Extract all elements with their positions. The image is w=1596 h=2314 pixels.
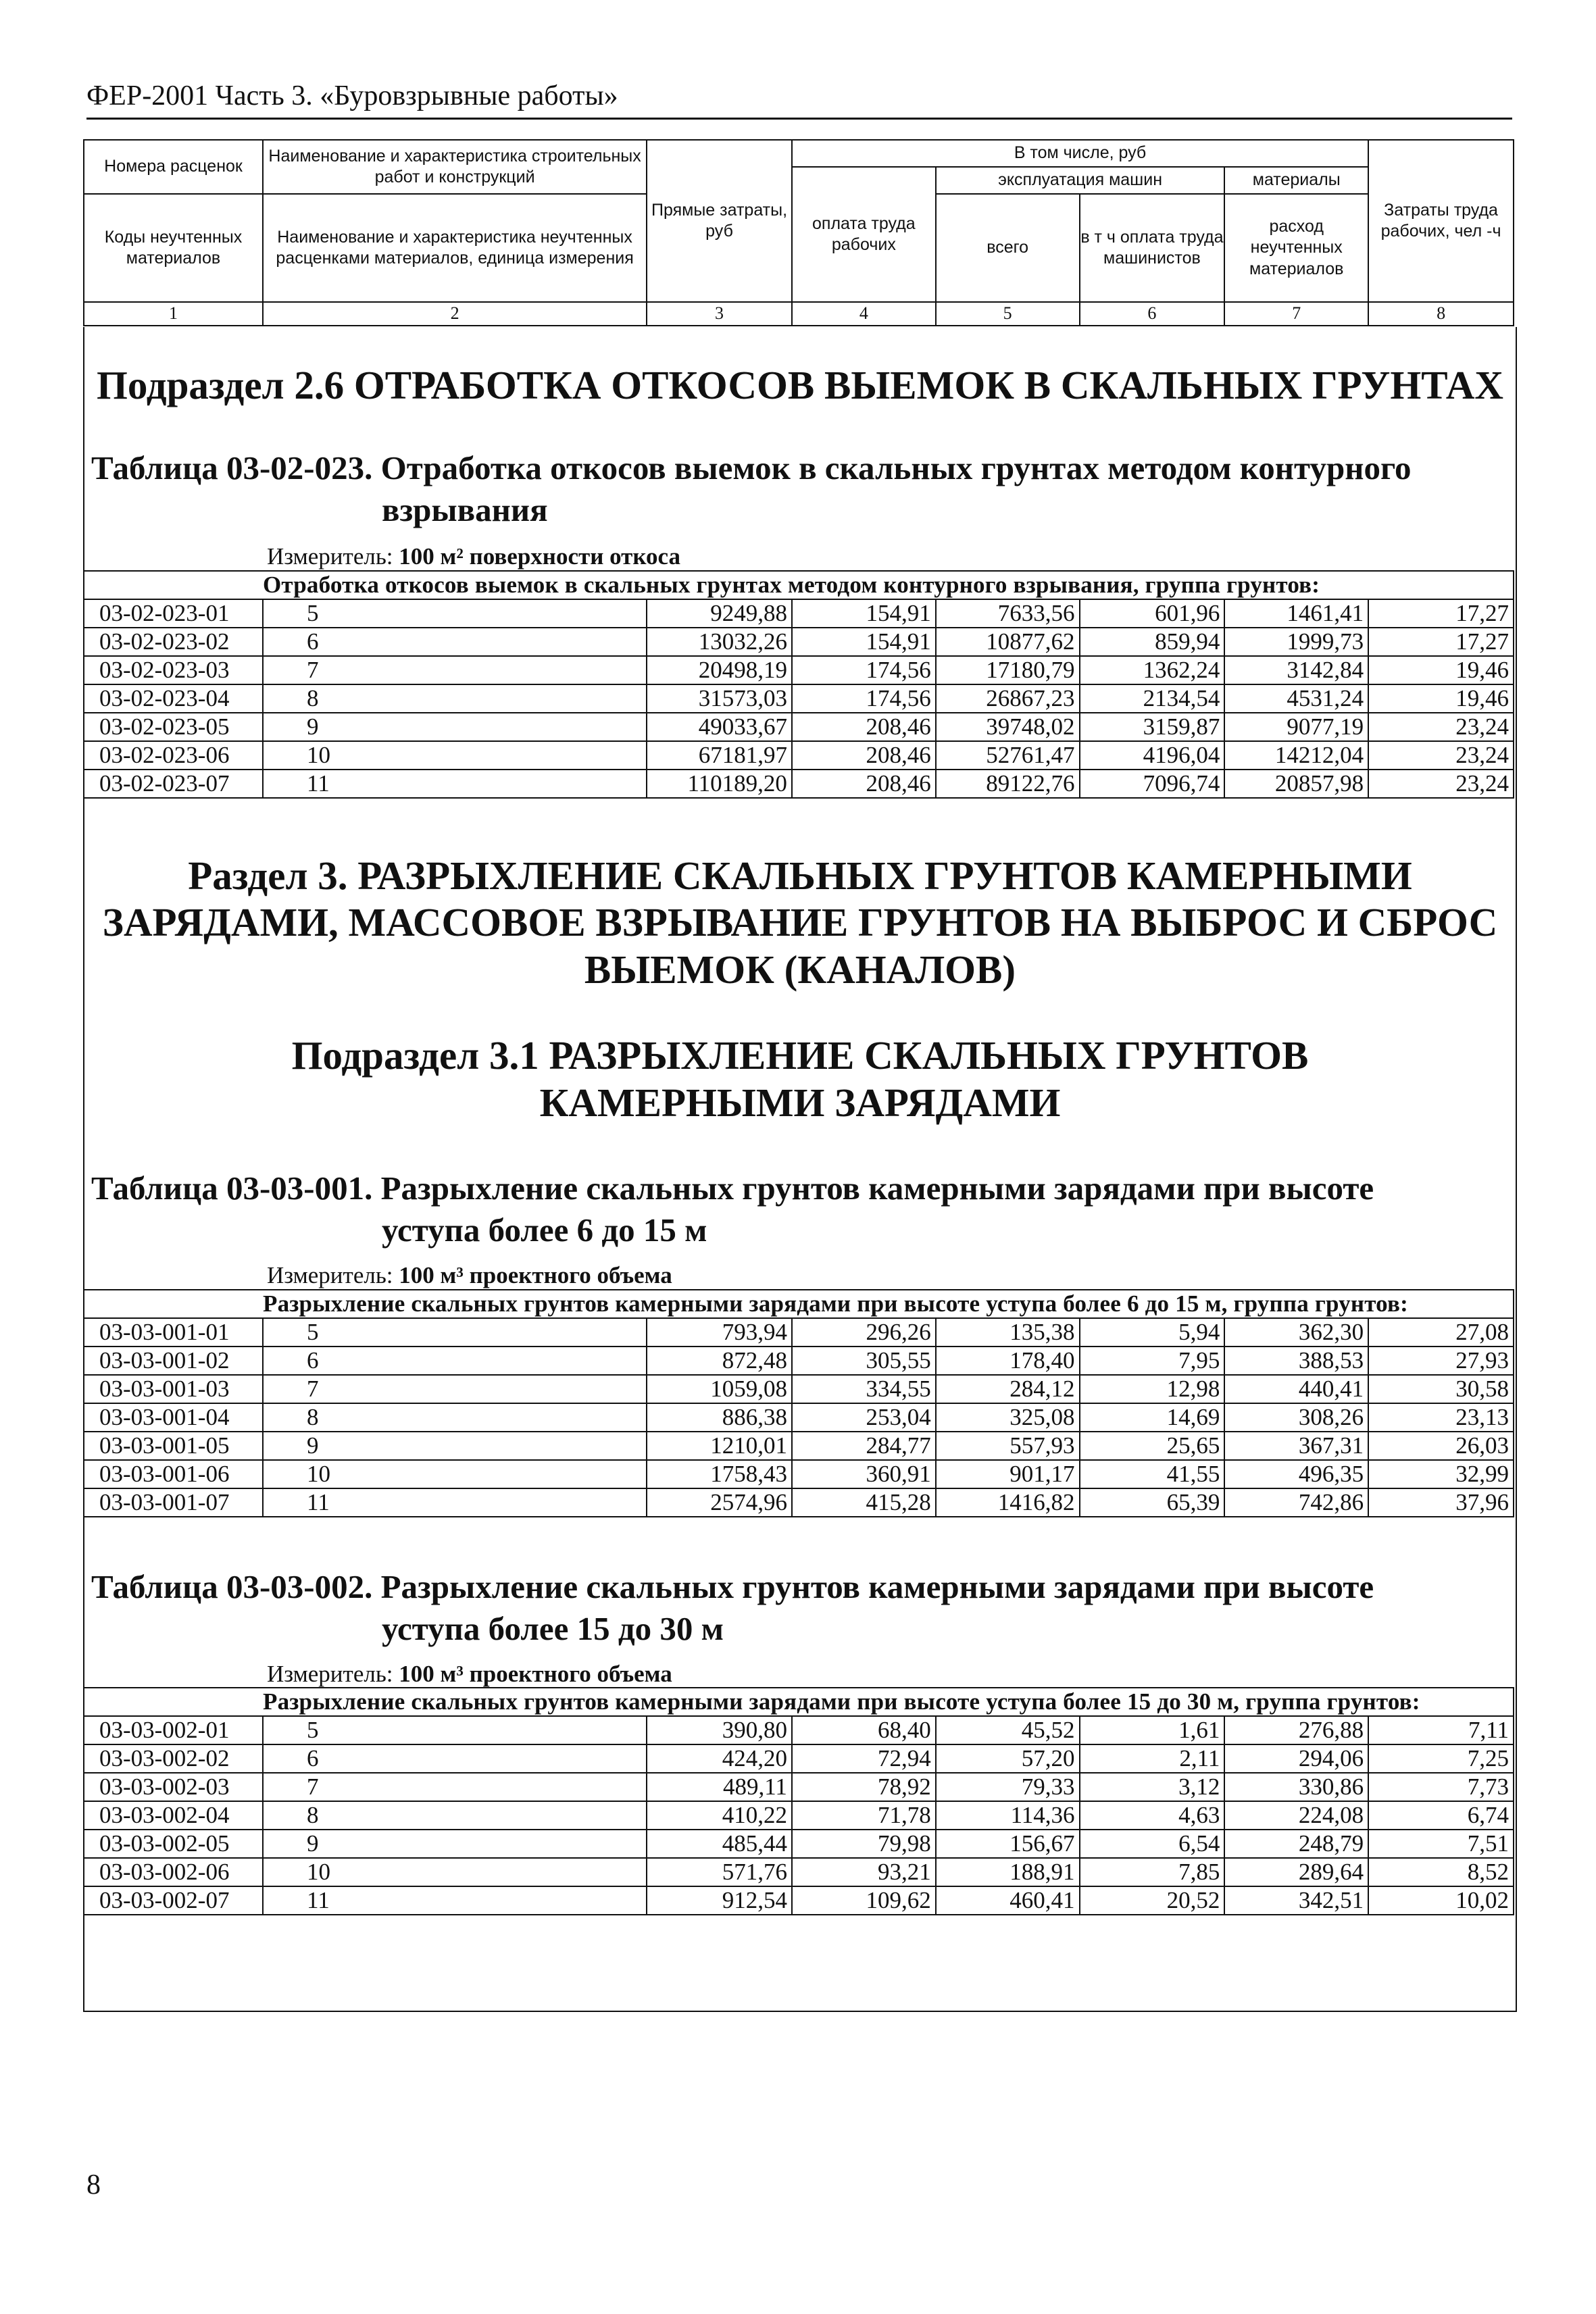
value-cell: 224,08 <box>1224 1801 1368 1830</box>
value-cell: 154,91 <box>792 628 936 656</box>
value-cell: 859,94 <box>1080 628 1225 656</box>
value-cell: 178,40 <box>936 1347 1080 1375</box>
measure-unit <box>84 1661 1516 1688</box>
value-cell: 1059,08 <box>647 1375 792 1403</box>
measure-label: Измеритель: <box>267 1660 393 1687</box>
value-cell: 489,11 <box>647 1773 792 1801</box>
col-material-codes: Коды неучтенных материалов <box>84 194 263 302</box>
value-cell: 208,46 <box>792 741 936 770</box>
table-row <box>84 1375 1514 1403</box>
soil-group-cell: 7 <box>263 1773 647 1801</box>
measure-unit <box>84 1263 1516 1289</box>
column-header-table <box>83 139 1514 326</box>
value-cell: 367,31 <box>1224 1432 1368 1460</box>
rate-code-cell: 03-02-023-07 <box>84 770 263 798</box>
value-cell: 330,86 <box>1224 1773 1368 1801</box>
value-cell: 2574,96 <box>647 1488 792 1517</box>
table-row <box>84 599 1514 628</box>
rate-code-cell: 03-03-002-01 <box>84 1716 263 1744</box>
value-cell: 71,78 <box>792 1801 936 1830</box>
subsection-title: Подраздел 3.1 РАЗРЫХЛЕНИЕ СКАЛЬНЫХ ГРУНТОВ КАМЕРНЫМИ ЗАРЯДАМИ <box>291 1033 1309 1125</box>
table-title <box>84 1566 1516 1651</box>
value-cell: 20498,19 <box>647 656 792 684</box>
table-title-line: Таблица 03-03-001. Разрыхление скальных грунтов камерными зарядами при высоте <box>91 1169 1374 1207</box>
value-cell: 3,12 <box>1080 1773 1225 1801</box>
rate-code-cell: 03-03-001-02 <box>84 1347 263 1375</box>
table-caption: Разрыхление скальных грунтов камерными зарядами при высоте уступа более 6 до 15 м, группа грунтов: <box>84 1290 1514 1318</box>
value-cell: 39748,02 <box>936 713 1080 741</box>
table-caption-row <box>84 1290 1514 1318</box>
rate-code-cell: 03-03-002-06 <box>84 1858 263 1886</box>
value-cell: 17,27 <box>1368 628 1514 656</box>
value-cell: 114,36 <box>936 1801 1080 1830</box>
section-title: Раздел 3. РАЗРЫХЛЕНИЕ СКАЛЬНЫХ ГРУНТОВ КАМЕРНЫМИ ЗАРЯДАМИ, МАССОВОЕ ВЗРЫВАНИЕ ГРУНТОВ НА ВЫБРОС И СБРОС ВЫЕМОК (КАНАЛОВ) <box>102 853 1498 992</box>
rate-code-cell: 03-03-002-05 <box>84 1830 263 1858</box>
table-row <box>84 770 1514 798</box>
value-cell: 289,64 <box>1224 1858 1368 1886</box>
rate-code-cell: 03-03-001-01 <box>84 1318 263 1347</box>
value-cell: 496,35 <box>1224 1460 1368 1488</box>
col-rates-number: Номера расценок <box>84 140 263 194</box>
measure-unit <box>84 544 1516 570</box>
value-cell: 57,20 <box>936 1744 1080 1773</box>
value-cell: 4,63 <box>1080 1801 1225 1830</box>
value-cell: 362,30 <box>1224 1318 1368 1347</box>
rate-code-cell: 03-02-023-03 <box>84 656 263 684</box>
col-num: 2 <box>263 302 647 326</box>
soil-group-cell: 8 <box>263 684 647 713</box>
value-cell: 26,03 <box>1368 1432 1514 1460</box>
table-row <box>84 1801 1514 1830</box>
col-labor: Затраты труда рабочих, чел -ч <box>1368 140 1514 302</box>
value-cell: 912,54 <box>647 1886 792 1915</box>
value-cell: 360,91 <box>792 1460 936 1488</box>
rate-code-cell: 03-03-002-07 <box>84 1886 263 1915</box>
value-cell: 67181,97 <box>647 741 792 770</box>
table-row <box>84 1744 1514 1773</box>
value-cell: 12,98 <box>1080 1375 1225 1403</box>
value-cell: 284,12 <box>936 1375 1080 1403</box>
soil-group-cell: 8 <box>263 1403 647 1432</box>
rate-code-cell: 03-02-023-06 <box>84 741 263 770</box>
soil-group-cell: 5 <box>263 1318 647 1347</box>
rates-table <box>83 1289 1514 1517</box>
value-cell: 10877,62 <box>936 628 1080 656</box>
value-cell: 485,44 <box>647 1830 792 1858</box>
value-cell: 1,61 <box>1080 1716 1225 1744</box>
rate-code-cell: 03-03-002-04 <box>84 1801 263 1830</box>
value-cell: 342,51 <box>1224 1886 1368 1915</box>
soil-group-cell: 6 <box>263 1744 647 1773</box>
value-cell: 334,55 <box>792 1375 936 1403</box>
value-cell: 68,40 <box>792 1716 936 1744</box>
page-number: 8 <box>86 2169 101 2200</box>
soil-group-cell: 11 <box>263 1488 647 1517</box>
value-cell: 276,88 <box>1224 1716 1368 1744</box>
value-cell: 253,04 <box>792 1403 936 1432</box>
table-title <box>84 1167 1516 1252</box>
value-cell: 14,69 <box>1080 1403 1225 1432</box>
value-cell: 154,91 <box>792 599 936 628</box>
value-cell: 78,92 <box>792 1773 936 1801</box>
value-cell: 208,46 <box>792 713 936 741</box>
value-cell: 1210,01 <box>647 1432 792 1460</box>
value-cell: 135,38 <box>936 1318 1080 1347</box>
value-cell: 1999,73 <box>1224 628 1368 656</box>
soil-group-cell: 10 <box>263 1858 647 1886</box>
value-cell: 7,85 <box>1080 1858 1225 1886</box>
value-cell: 793,94 <box>647 1318 792 1347</box>
value-cell: 31573,03 <box>647 684 792 713</box>
value-cell: 8,52 <box>1368 1858 1514 1886</box>
value-cell: 2134,54 <box>1080 684 1225 713</box>
value-cell: 7096,74 <box>1080 770 1225 798</box>
rate-code-cell: 03-02-023-01 <box>84 599 263 628</box>
table-title-line: Таблица 03-02-023. Отработка откосов выемок в скальных грунтах методом контурного <box>91 449 1412 486</box>
rate-code-cell: 03-03-001-06 <box>84 1460 263 1488</box>
soil-group-cell: 8 <box>263 1801 647 1830</box>
value-cell: 45,52 <box>936 1716 1080 1744</box>
table-caption: Отработка откосов выемок в скальных грунтах методом контурного взрывания, группа грунтов: <box>84 571 1514 599</box>
soil-group-cell: 11 <box>263 770 647 798</box>
value-cell: 89122,76 <box>936 770 1080 798</box>
value-cell: 296,26 <box>792 1318 936 1347</box>
table-title <box>84 447 1516 532</box>
value-cell: 872,48 <box>647 1347 792 1375</box>
soil-group-cell: 9 <box>263 1432 647 1460</box>
measure-label: Измеритель: <box>267 1262 393 1289</box>
col-num: 3 <box>647 302 792 326</box>
table-caption-row <box>84 571 1514 599</box>
table-row <box>84 1318 1514 1347</box>
col-num: 7 <box>1224 302 1368 326</box>
soil-group-cell: 6 <box>263 628 647 656</box>
value-cell: 65,39 <box>1080 1488 1225 1517</box>
value-cell: 7,51 <box>1368 1830 1514 1858</box>
value-cell: 901,17 <box>936 1460 1080 1488</box>
value-cell: 4531,24 <box>1224 684 1368 713</box>
soil-group-cell: 9 <box>263 1830 647 1858</box>
value-cell: 1461,41 <box>1224 599 1368 628</box>
value-cell: 23,13 <box>1368 1403 1514 1432</box>
table-row <box>84 741 1514 770</box>
rate-code-cell: 03-03-002-03 <box>84 1773 263 1801</box>
value-cell: 72,94 <box>792 1744 936 1773</box>
value-cell: 3159,87 <box>1080 713 1225 741</box>
col-work-name: Наименование и характеристика строительных работ и конструкций <box>263 140 647 194</box>
value-cell: 308,26 <box>1224 1403 1368 1432</box>
soil-group-cell: 11 <box>263 1886 647 1915</box>
value-cell: 284,77 <box>792 1432 936 1460</box>
soil-group-cell: 5 <box>263 599 647 628</box>
value-cell: 6,74 <box>1368 1801 1514 1830</box>
value-cell: 7,95 <box>1080 1347 1225 1375</box>
value-cell: 174,56 <box>792 684 936 713</box>
value-cell: 13032,26 <box>647 628 792 656</box>
value-cell: 188,91 <box>936 1858 1080 1886</box>
table-row <box>84 656 1514 684</box>
col-num: 4 <box>792 302 936 326</box>
col-incl: В том числе, руб <box>792 140 1368 167</box>
value-cell: 601,96 <box>1080 599 1225 628</box>
table-title-line: уступа более 6 до 15 м <box>382 1211 707 1249</box>
value-cell: 20,52 <box>1080 1886 1225 1915</box>
soil-group-cell: 9 <box>263 713 647 741</box>
table-row <box>84 1432 1514 1460</box>
soil-group-cell: 5 <box>263 1716 647 1744</box>
value-cell: 49033,67 <box>647 713 792 741</box>
value-cell: 557,93 <box>936 1432 1080 1460</box>
col-machines-total: всего <box>936 194 1080 302</box>
table-row <box>84 1460 1514 1488</box>
col-machines: эксплуатация машин <box>936 167 1225 194</box>
col-num: 6 <box>1080 302 1225 326</box>
rate-code-cell: 03-02-023-05 <box>84 713 263 741</box>
soil-group-cell: 10 <box>263 1460 647 1488</box>
table-row <box>84 713 1514 741</box>
rate-code-cell: 03-02-023-04 <box>84 684 263 713</box>
soil-group-cell: 10 <box>263 741 647 770</box>
table-row <box>84 1886 1514 1915</box>
col-num: 1 <box>84 302 263 326</box>
value-cell: 294,06 <box>1224 1744 1368 1773</box>
value-cell: 52761,47 <box>936 741 1080 770</box>
value-cell: 25,65 <box>1080 1432 1225 1460</box>
table-row <box>84 1347 1514 1375</box>
table-row <box>84 1716 1514 1744</box>
value-cell: 79,33 <box>936 1773 1080 1801</box>
value-cell: 156,67 <box>936 1830 1080 1858</box>
value-cell: 26867,23 <box>936 684 1080 713</box>
measure-value: 100 м³ проектного объема <box>399 1660 672 1687</box>
table-row <box>84 1488 1514 1517</box>
value-cell: 14212,04 <box>1224 741 1368 770</box>
value-cell: 248,79 <box>1224 1830 1368 1858</box>
value-cell: 2,11 <box>1080 1744 1225 1773</box>
value-cell: 7,11 <box>1368 1716 1514 1744</box>
table-title-line: взрывания <box>382 491 548 529</box>
value-cell: 23,24 <box>1368 713 1514 741</box>
value-cell: 17,27 <box>1368 599 1514 628</box>
value-cell: 9077,19 <box>1224 713 1368 741</box>
table-row <box>84 684 1514 713</box>
soil-group-cell: 7 <box>263 1375 647 1403</box>
value-cell: 460,41 <box>936 1886 1080 1915</box>
table-row <box>84 1403 1514 1432</box>
table-row <box>84 628 1514 656</box>
value-cell: 390,80 <box>647 1716 792 1744</box>
value-cell: 571,76 <box>647 1858 792 1886</box>
col-operators-wage: в т ч оплата труда машинистов <box>1080 194 1225 302</box>
value-cell: 79,98 <box>792 1830 936 1858</box>
value-cell: 6,54 <box>1080 1830 1225 1858</box>
value-cell: 19,46 <box>1368 656 1514 684</box>
rate-code-cell: 03-03-001-04 <box>84 1403 263 1432</box>
value-cell: 17180,79 <box>936 656 1080 684</box>
col-num: 5 <box>936 302 1080 326</box>
value-cell: 23,24 <box>1368 741 1514 770</box>
rate-code-cell: 03-03-001-03 <box>84 1375 263 1403</box>
value-cell: 388,53 <box>1224 1347 1368 1375</box>
value-cell: 424,20 <box>647 1744 792 1773</box>
value-cell: 9249,88 <box>647 599 792 628</box>
table-title-line: Таблица 03-03-002. Разрыхление скальных грунтов камерными зарядами при высоте <box>91 1567 1374 1605</box>
value-cell: 174,56 <box>792 656 936 684</box>
soil-group-cell: 7 <box>263 656 647 684</box>
value-cell: 886,38 <box>647 1403 792 1432</box>
value-cell: 1416,82 <box>936 1488 1080 1517</box>
value-cell: 23,24 <box>1368 770 1514 798</box>
value-cell: 27,93 <box>1368 1347 1514 1375</box>
value-cell: 208,46 <box>792 770 936 798</box>
table-row <box>84 1858 1514 1886</box>
rate-code-cell: 03-02-023-02 <box>84 628 263 656</box>
rates-table <box>83 570 1514 799</box>
value-cell: 5,94 <box>1080 1318 1225 1347</box>
soil-group-cell: 6 <box>263 1347 647 1375</box>
col-material-names: Наименование и характеристика неучтенных расценками материалов, единица измерения <box>263 194 647 302</box>
col-direct-costs: Прямые затраты, руб <box>647 140 792 302</box>
value-cell: 30,58 <box>1368 1375 1514 1403</box>
value-cell: 10,02 <box>1368 1886 1514 1915</box>
rate-code-cell: 03-03-002-02 <box>84 1744 263 1773</box>
value-cell: 7633,56 <box>936 599 1080 628</box>
page-header: ФЕР-2001 Часть 3. «Буровзрывные работы» <box>86 80 1512 120</box>
value-cell: 110189,20 <box>647 770 792 798</box>
measure-value: 100 м³ проектного объема <box>399 1262 672 1289</box>
value-cell: 7,25 <box>1368 1744 1514 1773</box>
table-caption: Разрыхление скальных грунтов камерными зарядами при высоте уступа более 15 до 30 м, группа грунтов: <box>84 1688 1514 1716</box>
rate-code-cell: 03-03-001-07 <box>84 1488 263 1517</box>
value-cell: 3142,84 <box>1224 656 1368 684</box>
value-cell: 7,73 <box>1368 1773 1514 1801</box>
value-cell: 20857,98 <box>1224 770 1368 798</box>
value-cell: 415,28 <box>792 1488 936 1517</box>
col-materials: материалы <box>1224 167 1368 194</box>
document-body <box>83 327 1517 2012</box>
value-cell: 4196,04 <box>1080 741 1225 770</box>
value-cell: 410,22 <box>647 1801 792 1830</box>
rates-table <box>83 1687 1514 1915</box>
value-cell: 742,86 <box>1224 1488 1368 1517</box>
value-cell: 440,41 <box>1224 1375 1368 1403</box>
value-cell: 37,96 <box>1368 1488 1514 1517</box>
value-cell: 27,08 <box>1368 1318 1514 1347</box>
value-cell: 109,62 <box>792 1886 936 1915</box>
value-cell: 93,21 <box>792 1858 936 1886</box>
subsection-title: Подраздел 2.6 ОТРАБОТКА ОТКОСОВ ВЫЕМОК В СКАЛЬНЫХ ГРУНТАХ <box>97 363 1503 407</box>
col-wage: оплата труда рабочих <box>792 167 936 302</box>
value-cell: 305,55 <box>792 1347 936 1375</box>
value-cell: 41,55 <box>1080 1460 1225 1488</box>
col-material-use: расход неучтенных материалов <box>1224 194 1368 302</box>
table-caption-row <box>84 1688 1514 1716</box>
table-row <box>84 1830 1514 1858</box>
value-cell: 19,46 <box>1368 684 1514 713</box>
value-cell: 1758,43 <box>647 1460 792 1488</box>
table-row <box>84 1773 1514 1801</box>
value-cell: 325,08 <box>936 1403 1080 1432</box>
measure-label: Измеритель: <box>267 543 393 570</box>
table-title-line: уступа более 15 до 30 м <box>382 1610 724 1648</box>
value-cell: 32,99 <box>1368 1460 1514 1488</box>
col-num: 8 <box>1368 302 1514 326</box>
value-cell: 1362,24 <box>1080 656 1225 684</box>
measure-value: 100 м² поверхности откоса <box>399 543 681 570</box>
rate-code-cell: 03-03-001-05 <box>84 1432 263 1460</box>
